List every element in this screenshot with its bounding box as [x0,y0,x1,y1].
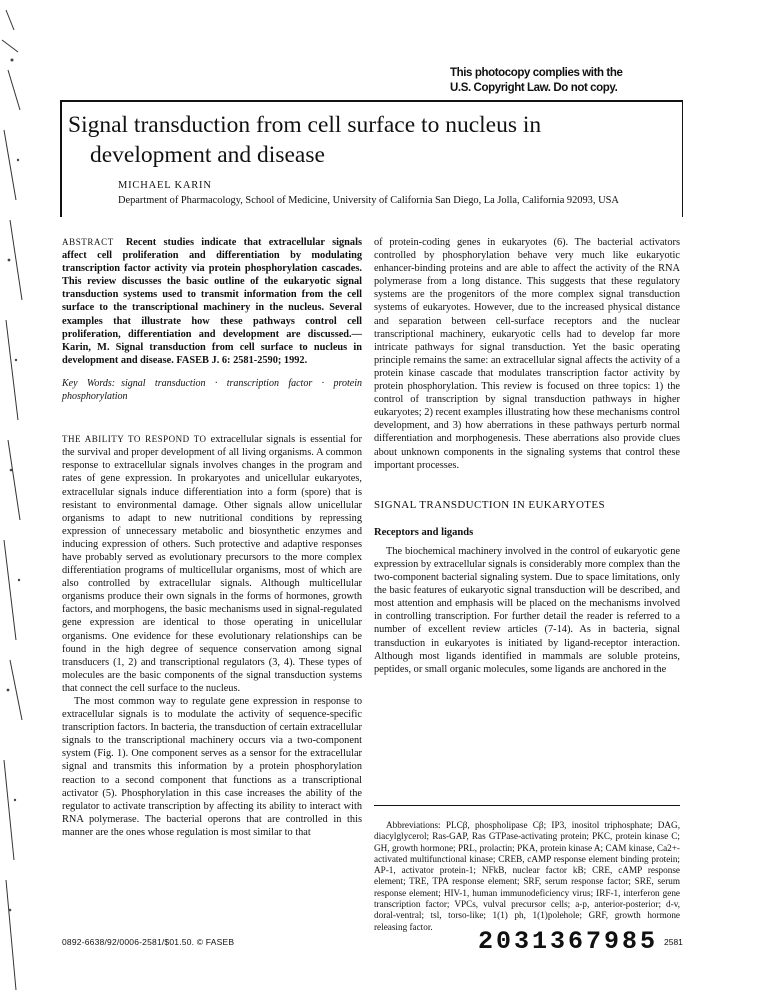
paragraph: The biochemical machinery involved in the control of eukaryotic gene expression by extracellular signals is considerably more complex than the two-component bacterial signaling system. Due to space limitations, only the basic features of eukaryotic signal transduction will be described, and most attention and emphasis will be placed on the mechanisms involved in controlling transcription. For further detail the reader is referred to a number of excellent review articles (7-14). As in bacteria, signal transduction in eukaryotes is initiated by ligand-receptor interaction. Although most ligands identified in mammals are soluble proteins, peptides, or small organic molecules, some ligands are anchored in the [374,545,680,675]
scan-edge-artifact [0,0,32,1000]
copyright-notice-line1: This photocopy complies with the [450,67,623,79]
paragraph [62,433,362,695]
title-line2: development and disease [90,142,325,168]
paragraph: of protein-coding genes in eukaryotes (6). The bacterial activators controlled by phosphorylation behave very much like eukaryotic enhancer-binding proteins and are able to affect the activity of the RNA polymerase from a long distance. This suggests that these regulatory systems are the progenitors of the more complex signal transduction systems of eukaryotes. However, due to the increased physical distance and separation between cell-surface receptors and the nuclear transcriptional machinery, eukaryotic cells had to develop far more intricate pathways for signal transduction. Yet the basic operating principle remains the same: an extracellular signal affects the activity of a protein kinase cascade that modulates transcription factor activity by protein phosphorylation. This review is focused on three topics: 1) the control of transcription by signal transduction pathways in higher eukaryotes; 2) recent examples illustrating how these mechanisms control development, and 3) how aberrations in these pathways perturb normal differentiation and morphogenesis. These aberrations also provide clues about unknown components in the signaling systems that control these important processes. [374,237,680,471]
keywords [62,377,362,403]
abstract [62,236,362,367]
copyright-notice [450,66,680,96]
abstract-text: Recent studies indicate that extracellular signals affect cell proliferation and differentiation by modulating transcription factor activity via protein phosphorylation cascades. This review discusses the basic outline of the eukaryotic signal transduction systems used to transmit information from the cell surface to the transcriptional machinery in the nucleus. Several examples that illustrate how these pathways control cell proliferation, differentiation and development are discussed.— Karin, M. Signal transduction from cell surface to nucleus in development and disease. FASEB J. 6: 2581-2590; 1992. [62,237,362,366]
page-number: 2581 [664,937,683,947]
paragraph-lead: THE ABILITY TO RESPOND TO [62,434,207,445]
paragraph: The most common way to regulate gene expression in response to extracellular signals is to modulate the activity of sequence-specific transcription factors. In bacteria, the transduction of certain extracellular signals to the transcriptional machinery occurs via a two-component system (Fig. 1). One component serves as a sensor for the extracellular signal and transmits this information by a protein phosphorylation reaction to a second component that functions as a transcriptional activator (5). Phosphorylation in this case increases the ability of the regulator to activate transcription by affecting its ability to interact with RNA polymerase. The bacterial operons that are controlled in this manner are the ones whose regulation is most similar to that [62,696,362,838]
title-line1: Signal transduction from cell surface to nucleus in [68,112,542,138]
subsection-heading: Receptors and ligands [374,526,474,538]
intro-body [62,433,362,839]
article-code: 0892-6638/92/0006-2581/$01.50. © FASEB [62,937,235,947]
author-name: MICHAEL KARIN [118,180,212,191]
paragraph-text: extracellular signals is essential for the survival and proper development of all living organisms. A common response to extracellular signals involves changes in the program and rates of gene expression. In prokaryotes and unicellular eukaryotes, extracellular signals induce differentiation into a form (spore) that is resistant to environmental damage. Other signals allow unicellular organisms to adapt to new nutritional conditions by repressing expression of unnecessary metabolic and biosynthetic enzymes and inducing expression of others. Such protective and adaptive responses have probably served as evolutionary precursors to the more complex differentiation programs of multicellular organisms, most of which are also controlled by extracellular signals. Although multicellular organisms produce their own signals in the forms of hormones, growth factors, and morphogens, the basic mechanisms used in signal-regulated gene expression are identical to those operating in unicellular organisms. One evidence for these evolutionary relationships can be found in the high degree of sequence conservation among signal transducers (1, 2) and transcriptional regulators (3, 4). These types of molecules are the basic components of the signal transduction systems that connect the cell surface to the nucleus. [62,434,362,694]
left-column [62,236,362,839]
abbreviations-footnote: Abbreviations: PLCβ, phospholipase Cβ; IP3, inositol triphosphate; DAG, diacylglycerol; Ras-GAP, Ras GTPase-activating protein; PKC, protein kinase C; GH, growth hormone; PRL, prolactin; PKA, protein kinase A; CAM kinase, Ca2+-activated multifunctional kinase; CREB, cAMP response element binding protein; AP-1, activator protein-1; NFkB, nuclear factor kB; CRE, cAMP response element; TRE, TPA response element; SRF, serum response factor; SRE, serum response element; HIV-1, human immunodeficiency virus; IRF-1, interferon gene transcription factor; VPCs, vulval precursor cells; a-p, anterior-posterior; d-v, doral-ventral; tsl, torso-like; 1(1) ph, 1(1)polehole; GRF, growth hormone releasing factor. [374,820,680,932]
document-number: 2031367985 [478,927,659,956]
author-affiliation: Department of Pharmacology, School of Medicine, University of California San Diego, La Jolla, California 92093, USA [118,195,619,206]
article-title [68,110,668,170]
copyright-notice-line2: U.S. Copyright Law. Do not copy. [450,82,618,94]
subsection-body [374,545,680,676]
section-heading: SIGNAL TRANSDUCTION IN EUKARYOTES [374,498,606,511]
abstract-label: ABSTRACT [62,237,114,247]
keywords-text: signal transduction · transcription factor · protein phosphorylation [62,377,363,403]
footnote [374,805,680,933]
keywords-label: Key Words: [62,377,116,389]
right-column [374,236,680,676]
